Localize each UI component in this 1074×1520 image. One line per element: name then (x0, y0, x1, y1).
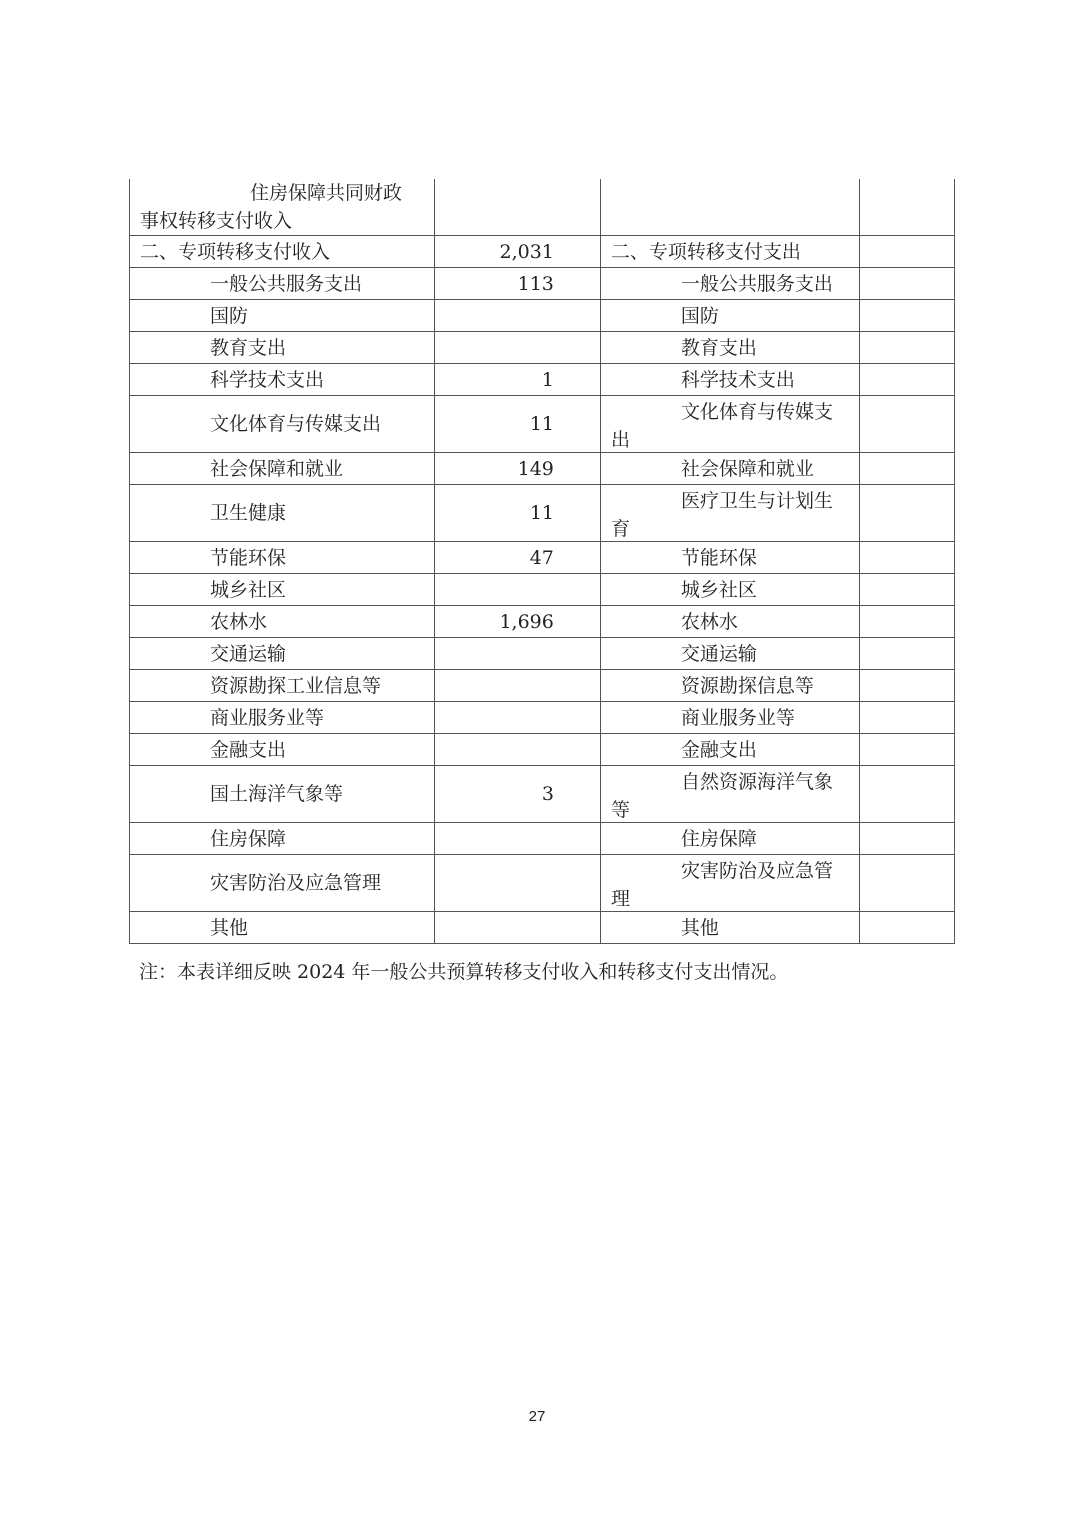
income-amount-cell (435, 912, 601, 943)
expense-item-cell: 科学技术支出 (601, 364, 860, 395)
table-row (129, 300, 955, 332)
expense-item-cell: 文化体育与传媒支 出 (601, 396, 860, 452)
expense-item-cell: 资源勘探信息等 (601, 670, 860, 701)
income-item-cell: 农林水 (130, 606, 435, 637)
expense-amount-cell (860, 574, 954, 605)
income-amount-cell (435, 332, 601, 363)
expense-item-cell: 其他 (601, 912, 860, 943)
expense-item-cell: 一般公共服务支出 (601, 268, 860, 299)
table-row (129, 236, 955, 268)
table-row (129, 485, 955, 542)
income-item-cell: 社会保障和就业 (130, 453, 435, 484)
income-item-cell: 国土海洋气象等 (130, 766, 435, 822)
table-note: 注：本表详细反映 2024 年一般公共预算转移支付收入和转移支付支出情况。 (139, 961, 789, 983)
expense-item-cell: 商业服务业等 (601, 702, 860, 733)
income-amount-cell (435, 702, 601, 733)
income-item-cell: 金融支出 (130, 734, 435, 765)
table-row (129, 823, 955, 855)
income-item-cell: 科学技术支出 (130, 364, 435, 395)
income-item-cell: 住房保障共同财政 事权转移支付收入 (130, 179, 435, 235)
income-item-cell: 教育支出 (130, 332, 435, 363)
table-row (129, 912, 955, 944)
expense-item-cell: 交通运输 (601, 638, 860, 669)
income-amount-cell (435, 638, 601, 669)
table-row (129, 702, 955, 734)
expense-amount-cell (860, 453, 954, 484)
table-row (129, 734, 955, 766)
expense-amount-cell (860, 670, 954, 701)
income-item-cell: 文化体育与传媒支出 (130, 396, 435, 452)
table-row (129, 453, 955, 485)
income-amount-cell (435, 734, 601, 765)
expense-amount-cell (860, 364, 954, 395)
income-item-cell: 资源勘探工业信息等 (130, 670, 435, 701)
income-item-cell: 二、专项转移支付收入 (130, 236, 435, 267)
expense-item-cell: 自然资源海洋气象 等 (601, 766, 860, 822)
expense-amount-cell (860, 823, 954, 854)
expense-amount-cell (860, 542, 954, 573)
expense-amount-cell (860, 855, 954, 911)
income-amount-cell: 11 (435, 485, 601, 541)
table-row (129, 574, 955, 606)
expense-item-cell: 住房保障 (601, 823, 860, 854)
expense-amount-cell (860, 638, 954, 669)
income-amount-cell (435, 574, 601, 605)
expense-amount-cell (860, 396, 954, 452)
expense-item-cell: 节能环保 (601, 542, 860, 573)
table-row (129, 364, 955, 396)
table-row (129, 606, 955, 638)
income-amount-cell (435, 670, 601, 701)
income-amount-cell (435, 179, 601, 235)
expense-amount-cell (860, 606, 954, 637)
income-item-cell: 灾害防治及应急管理 (130, 855, 435, 911)
income-amount-cell: 47 (435, 542, 601, 573)
expense-amount-cell (860, 912, 954, 943)
table-row (129, 542, 955, 574)
income-item-cell: 城乡社区 (130, 574, 435, 605)
income-item-cell: 住房保障 (130, 823, 435, 854)
table-row (129, 766, 955, 823)
income-item-cell: 一般公共服务支出 (130, 268, 435, 299)
expense-item-cell: 二、专项转移支付支出 (601, 236, 860, 267)
income-amount-cell: 113 (435, 268, 601, 299)
table-row (129, 670, 955, 702)
expense-amount-cell (860, 734, 954, 765)
income-item-cell: 交通运输 (130, 638, 435, 669)
income-item-cell: 国防 (130, 300, 435, 331)
expense-item-cell (601, 179, 860, 235)
expense-item-cell: 农林水 (601, 606, 860, 637)
income-amount-cell: 149 (435, 453, 601, 484)
expense-item-cell: 医疗卫生与计划生 育 (601, 485, 860, 541)
table-row (129, 332, 955, 364)
expense-item-cell: 社会保障和就业 (601, 453, 860, 484)
income-item-cell: 卫生健康 (130, 485, 435, 541)
income-item-cell: 其他 (130, 912, 435, 943)
expense-amount-cell (860, 332, 954, 363)
expense-amount-cell (860, 485, 954, 541)
expense-item-cell: 国防 (601, 300, 860, 331)
income-amount-cell (435, 823, 601, 854)
expense-amount-cell (860, 179, 954, 235)
expense-item-cell: 灾害防治及应急管 理 (601, 855, 860, 911)
expense-item-cell: 城乡社区 (601, 574, 860, 605)
table-row (129, 855, 955, 912)
table-row (129, 638, 955, 670)
expense-amount-cell (860, 766, 954, 822)
income-amount-cell: 1,696 (435, 606, 601, 637)
expense-amount-cell (860, 236, 954, 267)
income-amount-cell (435, 300, 601, 331)
income-amount-cell: 2,031 (435, 236, 601, 267)
expense-amount-cell (860, 300, 954, 331)
income-amount-cell (435, 855, 601, 911)
income-amount-cell: 1 (435, 364, 601, 395)
income-amount-cell: 3 (435, 766, 601, 822)
table-row (129, 179, 955, 236)
income-item-cell: 商业服务业等 (130, 702, 435, 733)
expense-item-cell: 金融支出 (601, 734, 860, 765)
income-amount-cell: 11 (435, 396, 601, 452)
transfer-payment-table (129, 179, 955, 944)
income-item-cell: 节能环保 (130, 542, 435, 573)
page-number: 27 (528, 1408, 546, 1425)
table-row (129, 268, 955, 300)
expense-amount-cell (860, 268, 954, 299)
expense-amount-cell (860, 702, 954, 733)
table-row (129, 396, 955, 453)
expense-item-cell: 教育支出 (601, 332, 860, 363)
